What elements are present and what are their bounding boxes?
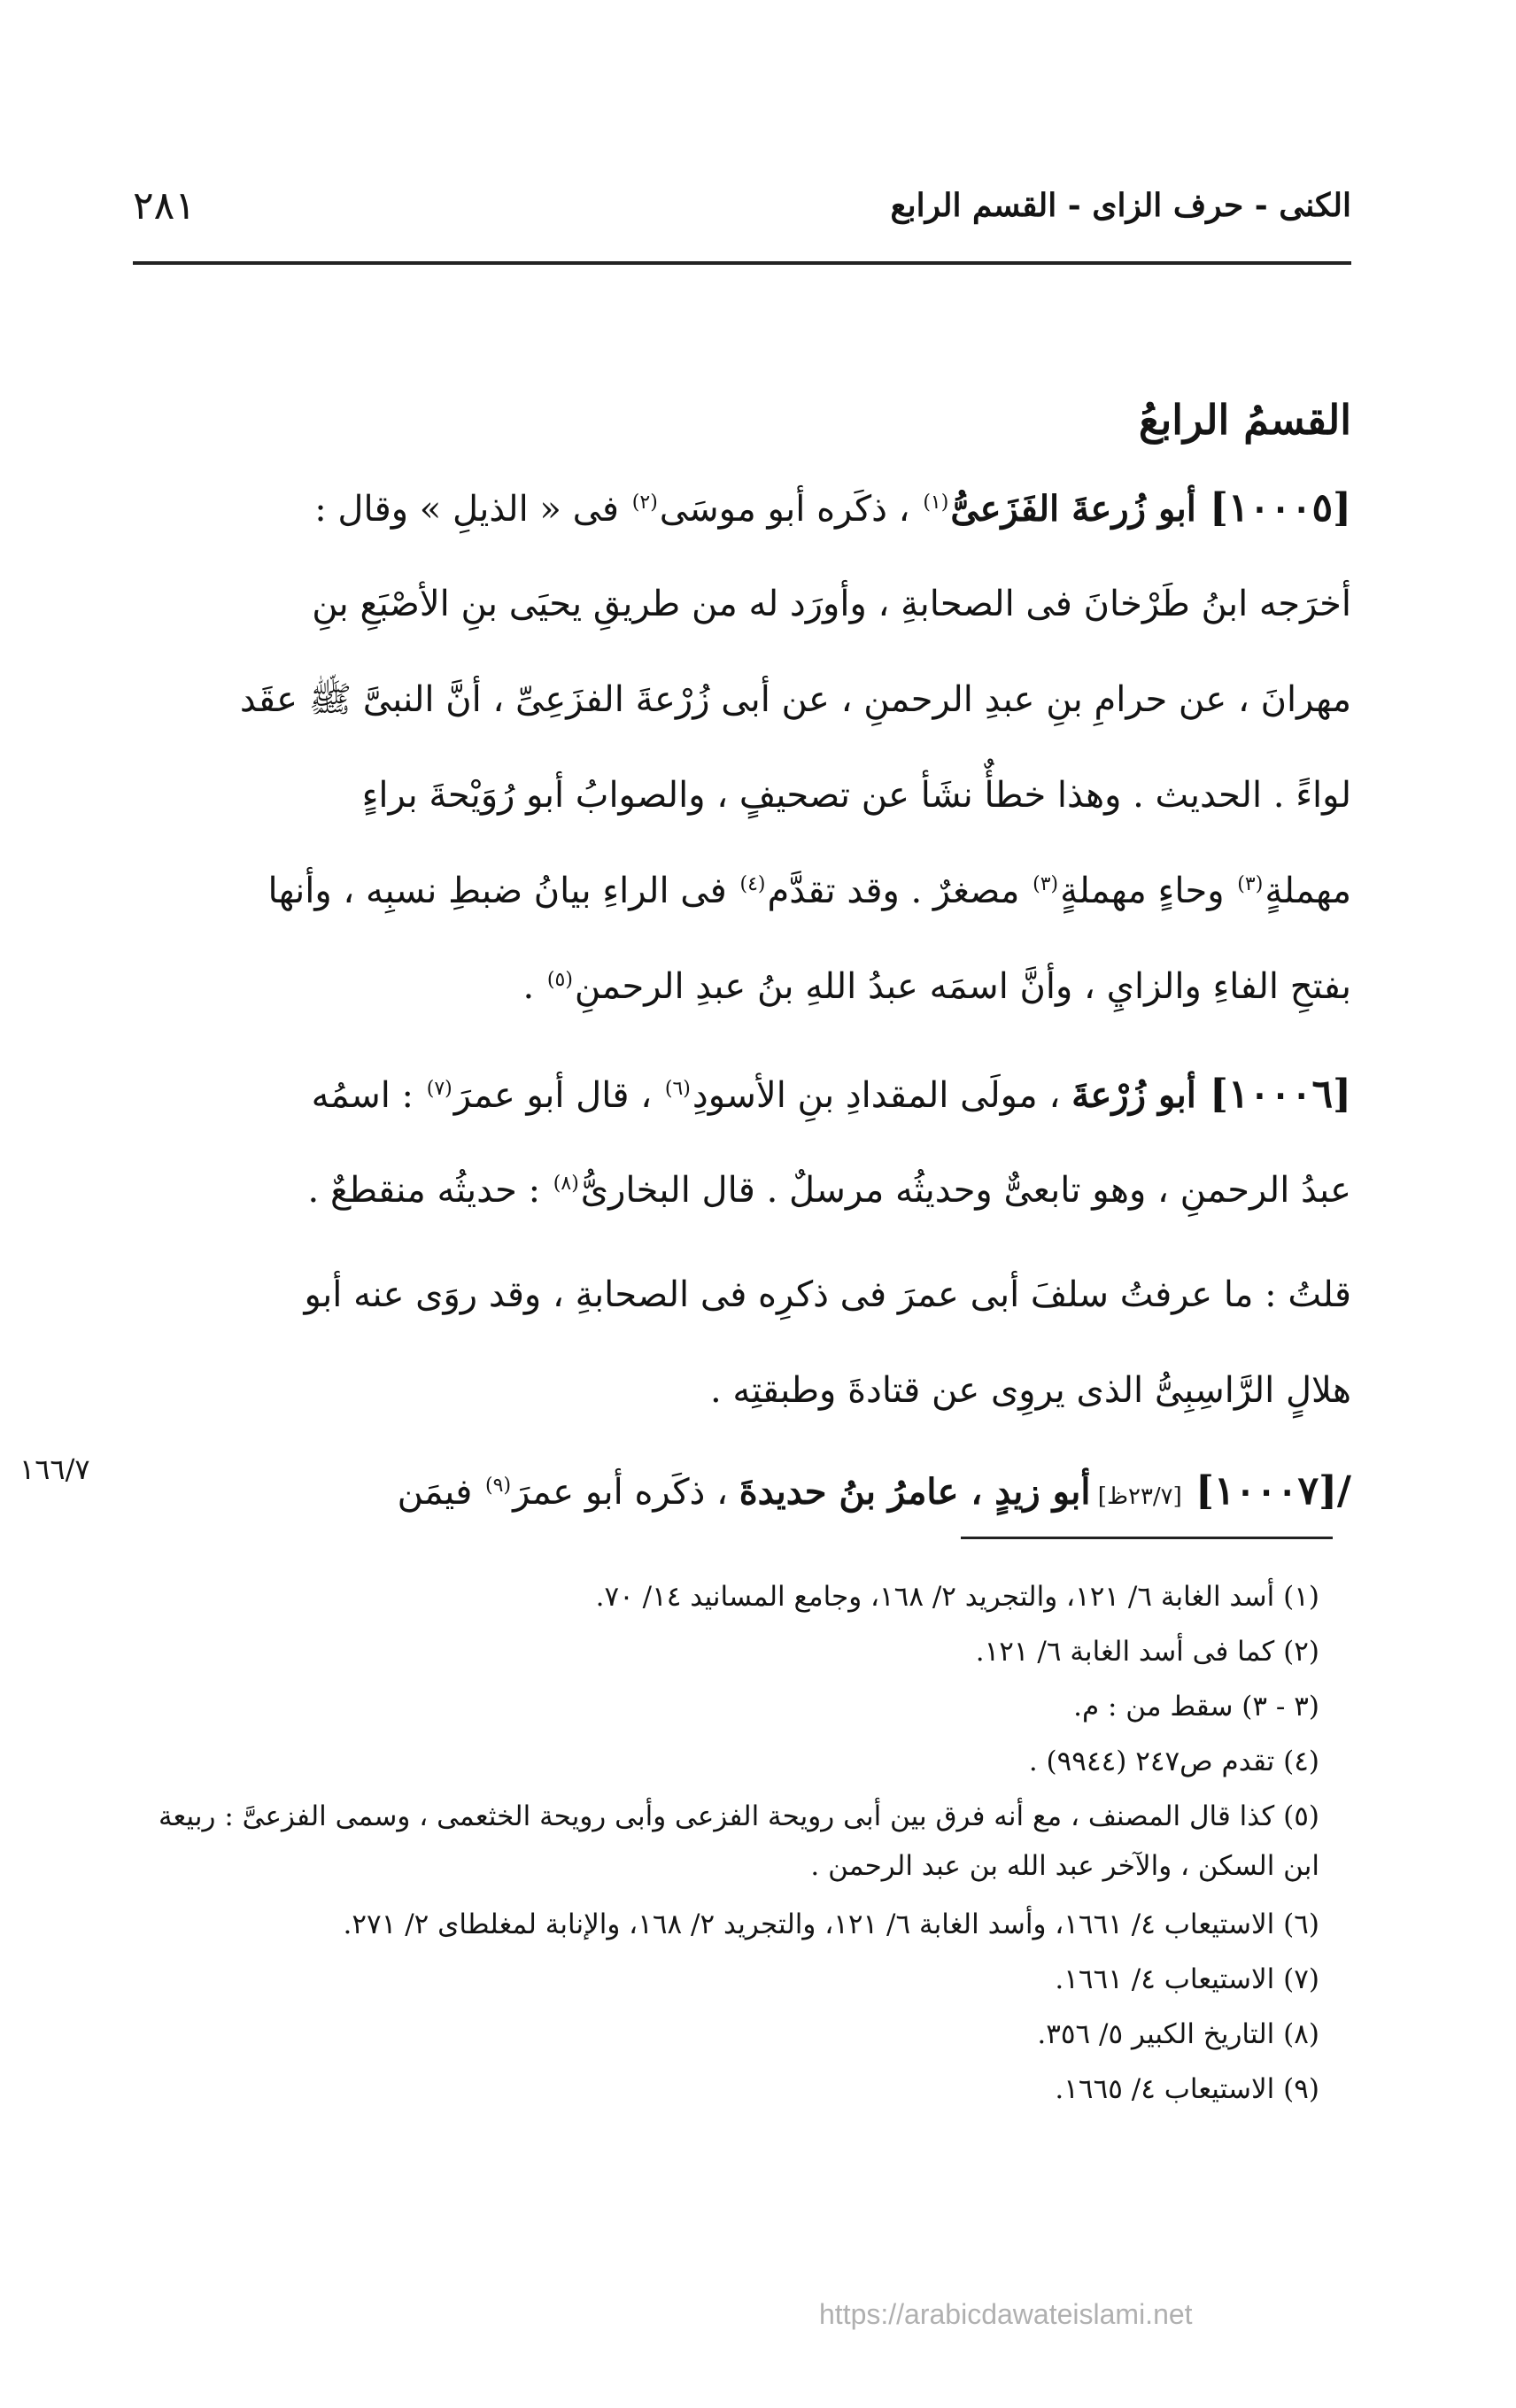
page-number: ٢٨١ bbox=[133, 183, 196, 228]
text-line: هلالٍ الرَّاسِبِىُّ الذى يروِى عن قتادةَ وطبقتِه . bbox=[709, 1370, 1351, 1411]
footnote: (٩) الاستيعاب ٤/ ١٦٦٥. bbox=[1055, 2073, 1319, 2105]
text-line: مهملةٍ$^{(٣)}$ وحاءٍ مهملةٍ$^{(٣)}$ مصغرٌ . وقد تقدَّم$^{(٤)}$ فى الراءِ بيانُ ضبطِ نسبِه ، وأنها bbox=[267, 871, 1351, 911]
text-line: عبدُ الرحمنِ ، وهو تابعىٌّ وحديثُه مرسلٌ . قال البخارىُّ$^{(٨)}$ : حديثُه منقطعٌ . bbox=[307, 1170, 1351, 1211]
footnote: (٣ - ٣) سقط من : م. bbox=[1073, 1691, 1319, 1723]
text-line: قلتُ : ما عرفتُ سلفَ أبى عمرَ فى ذكرِه فى الصحابةِ ، وقد روَى عنه أبو bbox=[304, 1274, 1351, 1315]
watermark-url: https://arabicdawateislami.net bbox=[819, 2298, 1193, 2330]
header-title: الكنى - حرف الزاى - القسم الرابع bbox=[890, 187, 1351, 224]
text-line: أخرَجه ابنُ طَرْخانَ فى الصحابةِ ، وأورَد له من طريقِ يحيَى بنِ الأصْبَعِ بنِ bbox=[312, 584, 1351, 624]
footnote: (٧) الاستيعاب ٤/ ١٦٦١. bbox=[1055, 1963, 1319, 1995]
footnote-divider bbox=[961, 1537, 1333, 1539]
entry-10007-line: /[١٠٠٠٧] [٢٣/٧ظ] أبو زيدٍ ، عامرُ بنُ حديدةَ ، ذكَره أبو عمرَ$^{(٩)}$ فيمَن bbox=[397, 1468, 1351, 1514]
entry-10005-line: [١٠٠٠٥] أبو زُرعةَ الفَزَعىُّ$^{(١)}$ ، ذكَره أبو موسَى$^{(٢)}$ فى « الذيلِ » وقال : bbox=[314, 485, 1351, 530]
text-line: مهرانَ ، عن حرامِ بنِ عبدِ الرحمنِ ، عن أبى زُرْعةَ الفزَعِىِّ ، أنَّ النبىَّ ﷺ عقَد bbox=[239, 679, 1351, 720]
header-divider bbox=[133, 261, 1351, 265]
margin-note: ١٦٦/٧ bbox=[19, 1452, 90, 1486]
footnote: (٦) الاستيعاب ٤/ ١٦٦١، وأسد الغابة ٦/ ١٢١، والتجريد ٢/ ١٦٨، والإنابة لمغلطاى ٢/ ٢٧١. bbox=[343, 1909, 1319, 1940]
footnote-continued: ابن السكن ، والآخر عبد الله بن عبد الرحمن . bbox=[810, 1850, 1319, 1882]
text-line: لواءً . الحديث . وهذا خطأٌ نشَأ عن تصحيفٍ ، والصوابُ أبو رُوَيْحةَ براءٍ bbox=[361, 775, 1351, 816]
footnote: (٤) تقدم ص٢٤٧ (٩٩٤٤) . bbox=[1028, 1746, 1319, 1777]
footnote: (٥) كذا قال المصنف ، مع أنه فرق بين أبى رويحة الفزعى وأبى رويحة الخثعمى ، وسمى الفزعىَّ : ربيعة bbox=[158, 1800, 1319, 1832]
footnote: (٨) التاريخ الكبير ٥/ ٣٥٦. bbox=[1037, 2018, 1319, 2050]
running-header bbox=[133, 182, 1351, 236]
section-title: القسمُ الرابعُ bbox=[1139, 396, 1351, 444]
text-line: بفتحِ الفاءِ والزايِ ، وأنَّ اسمَه عبدُ اللهِ بنُ عبدِ الرحمنِ$^{(٥)}$ . bbox=[522, 966, 1351, 1007]
footnote: (٢) كما فى أسد الغابة ٦/ ١٢١. bbox=[975, 1636, 1319, 1668]
entry-10006-line: [١٠٠٠٦] أبو زُرْعةَ ، مولَى المقدادِ بنِ الأسودِ$^{(٦)}$ ، قال أبو عمرَ$^{(٧)}$ : اسمُه bbox=[311, 1072, 1351, 1117]
footnote: (١) أسد الغابة ٦/ ١٢١، والتجريد ٢/ ١٦٨، وجامع المسانيد ١٤/ ٧٠. bbox=[595, 1581, 1319, 1613]
